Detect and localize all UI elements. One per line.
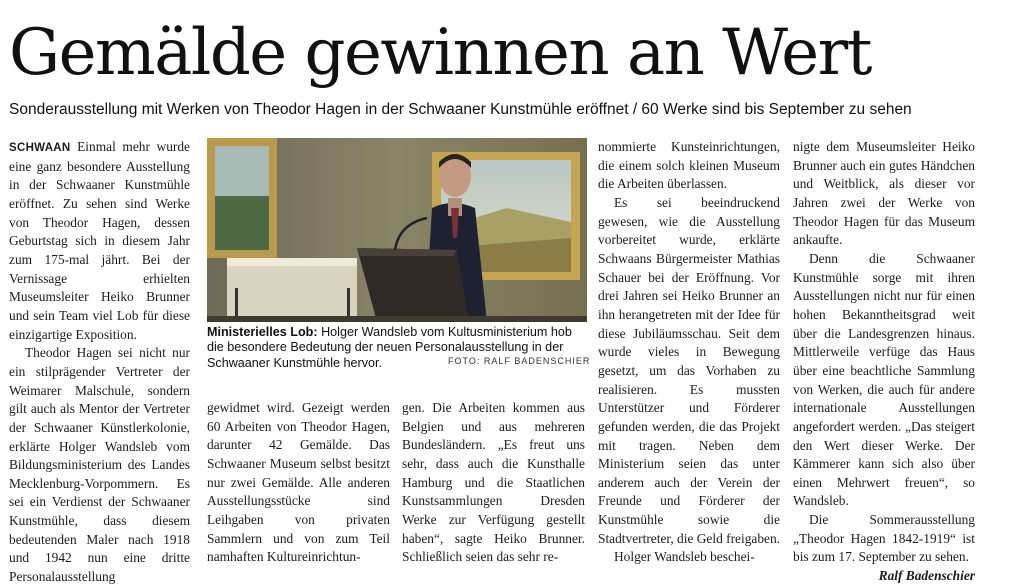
article-column-3 [402, 399, 585, 567]
article-photo [207, 138, 587, 322]
paragraph-text: Einmal mehr wurde eine ganz besondere Ausstellung in der Schwaaner Kunstmühle eröffnet. Zu sehen sind Werke von Theodor Hagen, dessen Geburtstag sich in diesem Jahr zum 175-mal jährt. Bei der Vernissage erhielten Museumsleiter Heiko Brunner und sein Team viel Lob für diese einzigartige Exposition. [9, 139, 190, 342]
article-column-2 [207, 399, 390, 567]
paragraph: gewidmet wird. Gezeigt werden 60 Arbeiten von Theodor Hagen, darunter 42 Gemälde. Das Schwaaner Museum selbst besitzt nur zwei Gemälde. Alle anderen Ausstellungsstücke sind Leihgaben von privaten Sammlern und von zum Teil namhaften Kultureinrichtun- [207, 400, 390, 565]
paragraph-text: Die Sommerausstellung „Theodor Hagen 1842-1919“ ist bis zum 17. September zu sehen. [793, 512, 975, 565]
author-byline: Ralf Badenschier [878, 568, 975, 584]
paragraph: Holger Wandsleb beschei- [614, 549, 755, 565]
article-column-5 [793, 138, 975, 586]
dateline: SCHWAAN [9, 142, 71, 154]
paragraph: nommierte Kunsteinrichtungen, die einem solch kleinen Museum die Arbeiten überlassen. [598, 139, 780, 192]
article-column-1 [9, 138, 190, 587]
article-column-4 [598, 138, 780, 567]
paragraph: nigte dem Museumsleiter Heiko Brunner auch ein gutes Händchen und Weitblick, als dieser vor Jahren zwei der Werke von Theodor Hagen für das Museum ankaufte. [793, 139, 975, 248]
headline: Gemälde gewinnen an Wert [9, 16, 871, 90]
caption-lead: Ministerielles Lob: [207, 325, 318, 339]
photo-credit: FOTO: RALF BADENSCHIER [448, 356, 591, 366]
photo-museum-speaker [207, 138, 587, 322]
caption-text: Holger Wandsleb vom Kultusministerium hob die besondere Bedeutung der neuen Personalausstellung in der Schwaaner Kunstmühle hervor. [207, 325, 572, 370]
paragraph [9, 138, 190, 344]
subheadline: Sonderausstellung mit Werken von Theodor Hagen in der Schwaaner Kunstmühle eröffnet / 60 Werke sind bis September zu sehen [9, 101, 912, 118]
paragraph: gen. Die Arbeiten kommen aus Belgien und aus mehreren Bundesländern. „Es freut uns sehr, dass auch die Kunsthalle Hamburg und die Staatlichen Kunstsammlungen Dresden Werke zur Verfügung gestellt haben“, sagte Heiko Brunner. Schließlich seien das sehr re- [402, 400, 585, 565]
paragraph: Es sei beeindruckend gewesen, wie die Ausstellung vorbereitet wurde, erklärte Schwaans Bürgermeister Mathias Schauer bei der Eröffnung. Vor drei Jahren sei Heiko Brunner an ihn herangetreten mit der Idee für diese Jubiläumsschau. Seit dem wurde vieles in Bewegung gesetzt, um das Vorhaben zu realisieren. Es mussten Unterstützer und Förderer gefunden werden, die das Projekt mit tragen. Neben dem Ministerium seien das unter anderem auch der Verein der Freunde und Förderer der Kunstmühle sowie die Stadtvertreter, die Geld freigaben. [598, 194, 781, 546]
paragraph: Denn die Schwaaner Kunstmühle sorge mit ihren Ausstellungen nicht nur für einen hohen Bekanntheitsgrad weit über die Landesgrenzen hinaus. Mittlerweile verfüge das Haus über eine beachtliche Sammlung von Werken, die auch für andere internationale Ausstellungen angefordert werden. „Das steigert den Wert dieser Werke. Der Kämmerer kann sich also über einen Mehrwert freuen“, so Wandsleb. [793, 250, 975, 509]
paragraph [793, 511, 975, 584]
paragraph: Theodor Hagen sei nicht nur ein stilprägender Vertreter der Weimarer Malschule, sondern gilt auch als Mentor der Vertreter der Schwaaner Künstlerkolonie, erklärte Holger Wandsleb vom Bildungsministerium des Landes Mecklenburg-Vorpommern. Es sei ein Verdienst der Schwaaner Kunstmühle, dass diesem bedeutenden Maler nach 1918 und 1942 nun eine dritte Personalausstellung [9, 345, 190, 585]
